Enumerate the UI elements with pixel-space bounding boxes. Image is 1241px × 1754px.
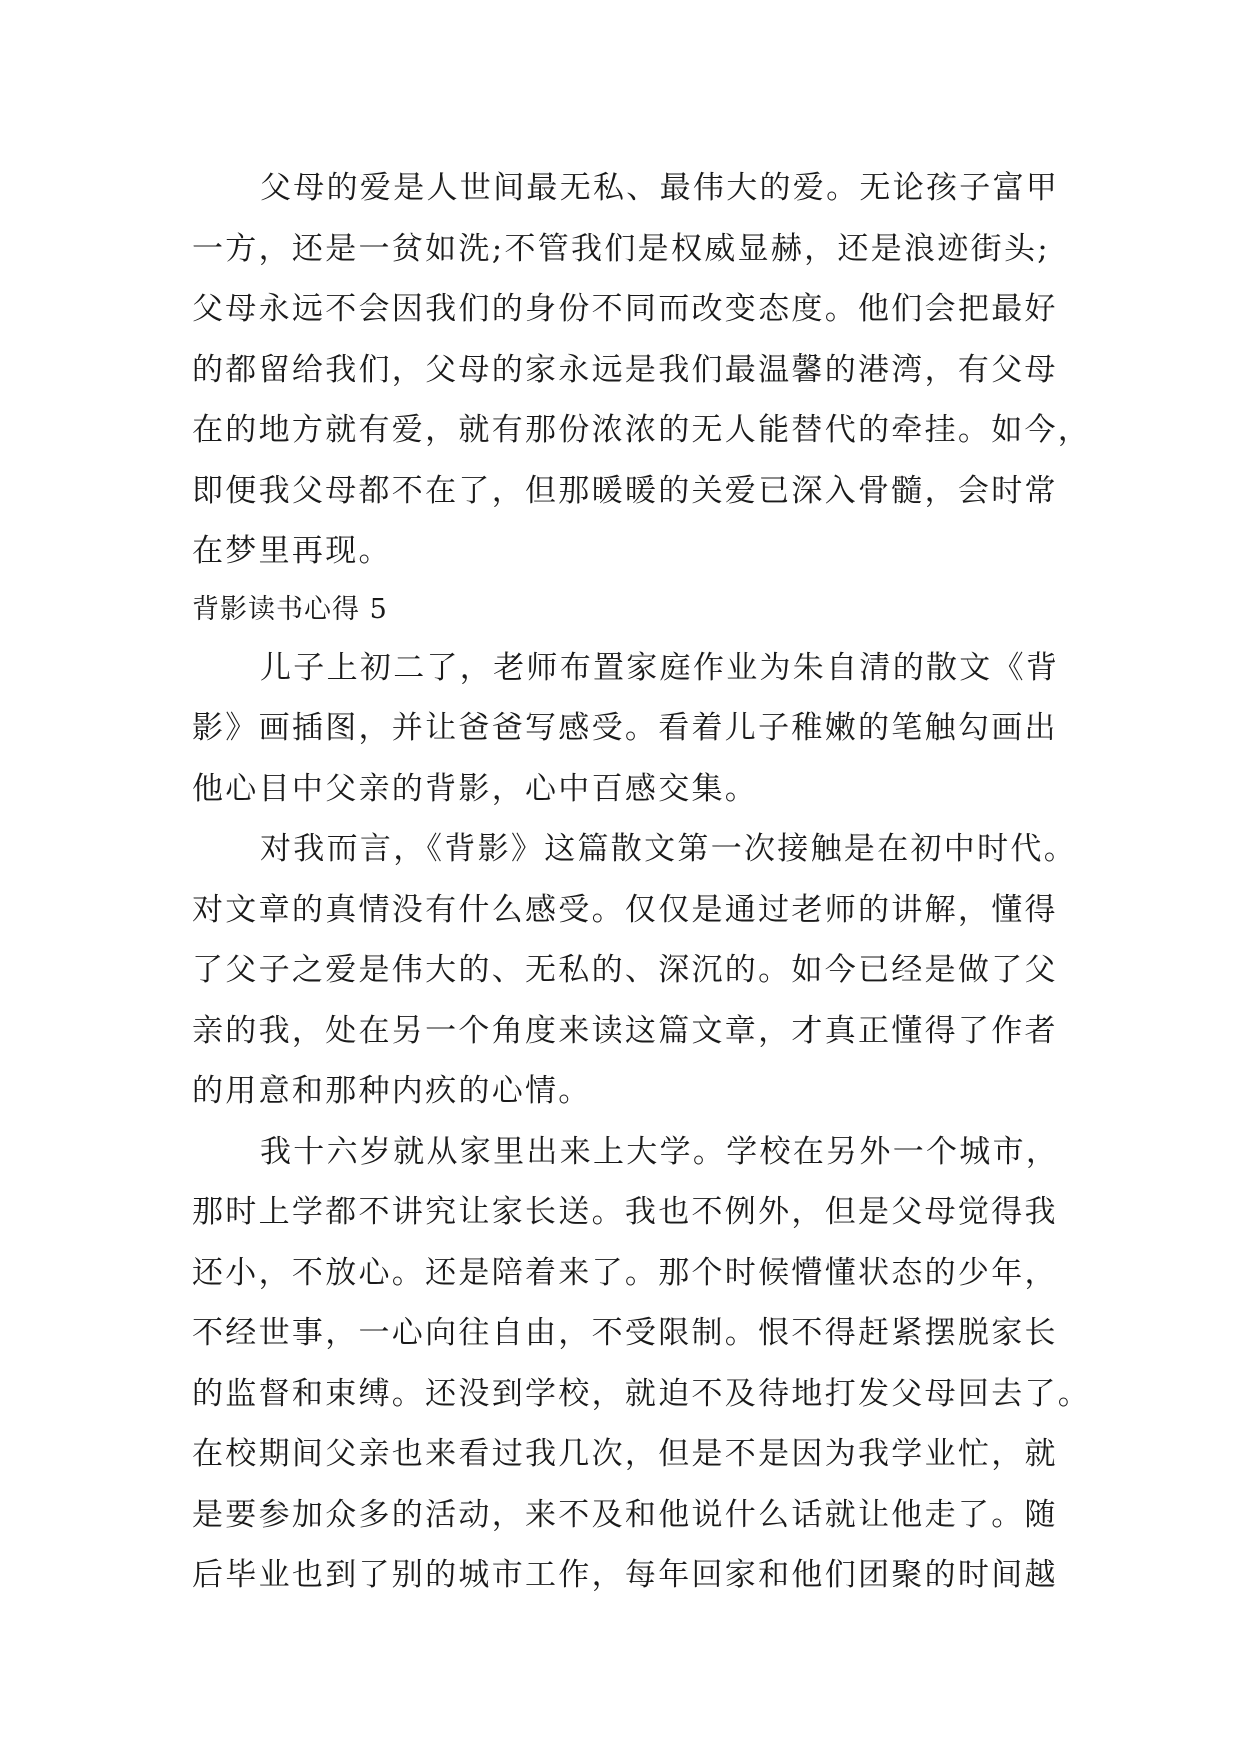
text-line: 我十六岁就从家里出来上大学。学校在另外一个城市， [260,1133,1060,1170]
text-line: 对文章的真情没有什么感受。仅仅是通过老师的讲解，懂得 [192,891,1058,928]
text-line: 是要参加众多的活动，来不及和他说什么话就让他走了。随 [192,1496,1058,1533]
paragraph [192,819,1077,1122]
paragraph [192,1122,1092,1606]
text-line: 的监督和束缚。还没到学校，就迫不及待地打发父母回去了。 [192,1375,1092,1412]
text-line: 父母的爱是人世间最无私、最伟大的爱。无论孩子富甲 [260,170,1060,206]
section-heading: 背影读书心得 5 [192,593,388,625]
text-line: 的用意和那种内疚的心情。 [192,1073,592,1109]
text-line: 那时上学都不讲究让家长送。我也不例外，但是父母觉得我 [192,1194,1058,1230]
paragraph [192,158,1092,582]
paragraph [192,638,1060,820]
text-line: 一方，还是一贫如洗;不管我们是权威显赫，还是浪迹街头; [192,230,1050,267]
text-line: 父母永远不会因我们的身份不同而改变态度。他们会把最好 [192,291,1058,327]
text-line: 后毕业也到了别的城市工作，每年回家和他们团聚的时间越 [192,1557,1058,1593]
text-line: 影》画插图，并让爸爸写感受。看着儿子稚嫩的笔触勾画出 [192,710,1058,746]
text-line: 他心目中父亲的背影，心中百感交集。 [192,770,759,807]
text-line: 即便我父母都不在了，但那暖暖的关爱已深入骨髓，会时常 [192,472,1058,509]
text-line: 在的地方就有爱，就有那份浓浓的无人能替代的牵挂。如今， [192,412,1092,448]
text-line: 儿子上初二了，老师布置家庭作业为朱自清的散文《背 [260,649,1060,686]
text-line: 的都留给我们，父母的家永远是我们最温馨的港湾，有父母 [192,351,1058,388]
text-line: 对我而言，《背影》这篇散文第一次接触是在初中时代。 [260,831,1077,867]
text-line: 在梦里再现。 [192,533,392,569]
text-line: 亲的我，处在另一个角度来读这篇文章，才真正懂得了作者 [192,1012,1058,1049]
text-line: 还小，不放心。还是陪着来了。那个时候懵懂状态的少年， [192,1254,1058,1291]
text-line: 不经世事，一心向往自由，不受限制。恨不得赶紧摆脱家长 [192,1315,1058,1351]
text-line: 在校期间父亲也来看过我几次，但是不是因为我学业忙，就 [192,1436,1058,1472]
text-line: 了父子之爱是伟大的、无私的、深沉的。如今已经是做了父 [192,952,1058,988]
document-page [192,158,1092,1606]
